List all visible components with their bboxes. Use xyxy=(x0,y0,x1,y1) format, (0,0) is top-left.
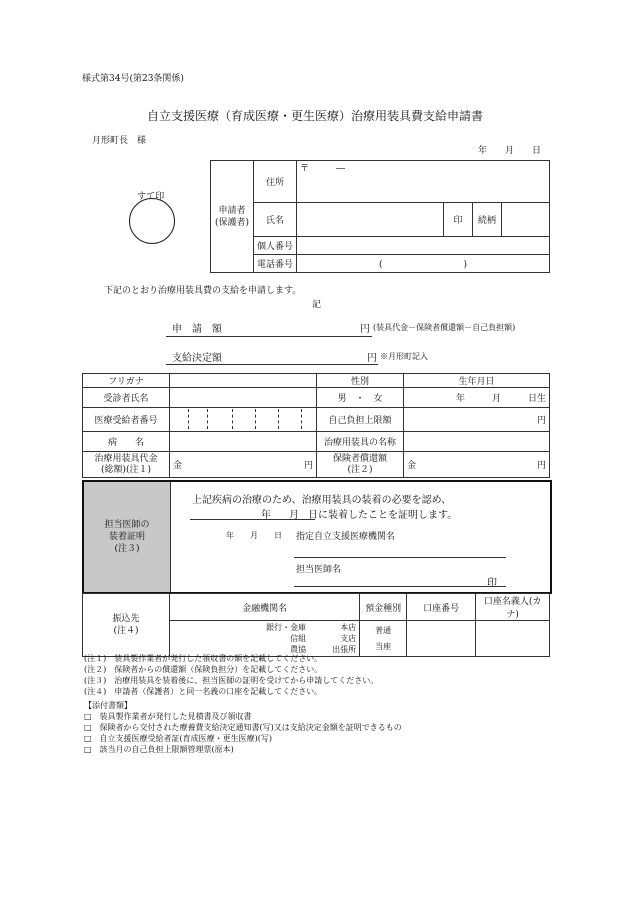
applicant-group-label: 申請者 (保護者) xyxy=(211,161,254,273)
attachments-section xyxy=(84,700,402,755)
stamp-circle xyxy=(129,198,175,244)
disease-label: 病 名 xyxy=(83,432,170,452)
phone-field[interactable]: ( ) xyxy=(297,255,550,273)
branch-types[interactable]: 本店 支店 出張所 xyxy=(309,621,360,657)
recipient-number-label: 医療受給者番号 xyxy=(83,408,170,432)
account-number-field[interactable] xyxy=(407,621,476,657)
name-field[interactable] xyxy=(297,203,444,237)
cert-date-underline xyxy=(190,519,315,520)
device-cost-label: 治療用装具代金 (総額)(注１) xyxy=(83,452,170,478)
personal-number-field[interactable] xyxy=(297,237,550,255)
institution-name-header: 金融機関名 xyxy=(170,594,360,621)
decided-amount-label: 支給決定額 xyxy=(172,353,222,364)
doctor-name-label: 担当医師名 xyxy=(296,565,342,575)
birth-label: 生年月日 xyxy=(404,374,550,388)
birth-value[interactable]: 年 月 日生 xyxy=(404,388,550,408)
digit-divider xyxy=(255,409,256,429)
recipient-number-field[interactable] xyxy=(170,408,317,432)
addressee: 月形町長 様 xyxy=(92,136,147,146)
account-number-header: 口座番号 xyxy=(407,594,476,621)
ki-label: 記 xyxy=(312,300,322,310)
gender-label: 性別 xyxy=(317,374,404,388)
personal-number-label: 個人番号 xyxy=(254,237,297,255)
deposit-options[interactable]: 普通 当座 xyxy=(360,621,407,657)
disease-field[interactable] xyxy=(170,432,317,452)
digit-divider xyxy=(301,409,302,429)
institution-underline xyxy=(294,557,506,558)
copay-limit-field[interactable]: 円 xyxy=(404,408,550,432)
device-cost-field[interactable] xyxy=(170,452,317,478)
form-number: 様式第34号(第23条関係) xyxy=(82,74,184,84)
request-amount-note: (装具代金－保険者償還額－自己負担額) xyxy=(373,323,516,332)
name-label: 氏名 xyxy=(254,203,297,237)
device-cost-kin: 金 xyxy=(173,461,183,471)
stamp-label: すて印 xyxy=(137,192,165,202)
digit-divider xyxy=(232,409,233,429)
applicant-table xyxy=(210,160,550,273)
name-seal: 印 xyxy=(444,203,473,237)
device-cost-yen: 円 xyxy=(303,461,313,471)
insurer-refund-kin: 金 xyxy=(407,461,417,471)
decided-amount-unit: 円 xyxy=(367,353,377,364)
relation-field[interactable] xyxy=(502,203,550,237)
address-label: 住所 xyxy=(254,161,297,203)
doctor-cert-label: 担当医師の 装着証明 (注３) xyxy=(84,482,171,592)
account-holder-field[interactable] xyxy=(476,621,550,657)
cert-text-1: 上記疾病の治療のため、治療用装具の装着の必要を認め、 xyxy=(192,495,452,506)
decided-underline xyxy=(166,364,378,365)
digit-divider xyxy=(188,409,189,429)
doctor-seal: 印 xyxy=(487,578,497,589)
relation-label: 続柄 xyxy=(473,203,502,237)
decided-amount-note: ※月形町記入 xyxy=(380,352,428,361)
insurer-refund-yen: 円 xyxy=(536,461,546,471)
note-item: (注３) 治療用装具を装着後に、担当医師の証明を受けてから申請してください。 xyxy=(84,676,379,685)
note-item: (注４) 申請者（保護者）と同一名義の口座を記載してください。 xyxy=(84,687,323,696)
address-field[interactable] xyxy=(297,161,550,203)
notes-list xyxy=(84,653,378,697)
phone-label: 電話番号 xyxy=(254,255,297,273)
device-name-label: 治療用装具の名称 xyxy=(317,432,404,452)
bank-label: 振込先 (注４) xyxy=(83,594,170,657)
furigana-label: フリガナ xyxy=(83,374,170,388)
insurer-refund-field[interactable] xyxy=(404,452,550,478)
furigana-field[interactable] xyxy=(170,374,317,388)
postal-mark: 〒 ― xyxy=(300,164,346,174)
gender-value[interactable]: 男 ・ 女 xyxy=(317,388,404,408)
attachments-title: 【添付書類】 xyxy=(84,701,132,710)
request-underline xyxy=(166,336,372,337)
note-item: (注２) 保険者からの償還額（保険負担分）を記載してください。 xyxy=(84,665,323,674)
patient-table xyxy=(82,373,550,478)
attachment-item[interactable]: □ 保険者から交付された療養費支給決定通知書(写)又は支給決定金額を証明できるもの xyxy=(84,723,402,732)
request-sentence: 下記のとおり治療用装具費の支給を申請します。 xyxy=(104,286,302,296)
cert-year: 年 xyxy=(261,510,271,521)
device-name-field[interactable] xyxy=(404,432,550,452)
institution-label: 指定自立支援医療機関名 xyxy=(296,532,396,542)
bank-table xyxy=(82,593,550,657)
insurer-refund-label: 保険者償還額 (注２) xyxy=(317,452,404,478)
cert-month: 月 xyxy=(289,510,299,521)
patient-name-field[interactable] xyxy=(170,388,317,408)
form-title: 自立支援医療（育成医療・更生医療）治療用装具費支給申請書 xyxy=(146,109,483,123)
patient-name-label: 受診者氏名 xyxy=(83,388,170,408)
date-line: 年 月 日 xyxy=(478,146,542,156)
attachment-item[interactable]: □ 装具製作業者が発行した見積書及び領収書 xyxy=(84,712,252,721)
copay-limit-label: 自己負担上限額 xyxy=(317,408,404,432)
request-amount-unit: 円 xyxy=(360,324,370,335)
request-amount-label: 申 請 額 xyxy=(172,324,222,335)
digit-divider xyxy=(278,409,279,429)
digit-divider xyxy=(207,409,208,429)
attachment-item[interactable]: □ 該当月の自己負担上限額管理票(原本) xyxy=(84,745,234,754)
cert-date: 年 月 日 xyxy=(226,531,282,540)
account-holder-header: 口座名義人(カナ) xyxy=(476,594,550,621)
note-item: (注１) 装具製作業者が発行した領収書の額を記載してください。 xyxy=(84,654,323,663)
cert-text-2: 日に装着したことを証明します。 xyxy=(308,510,458,521)
bank-types[interactable]: 銀行・金庫 信組 農協 xyxy=(170,621,310,657)
doctor-name-underline xyxy=(294,586,506,587)
attachment-item[interactable]: □ 自立支援医療受給者証(育成医療・更生医療)(写) xyxy=(84,734,273,743)
deposit-type-header: 預金種別 xyxy=(360,594,407,621)
